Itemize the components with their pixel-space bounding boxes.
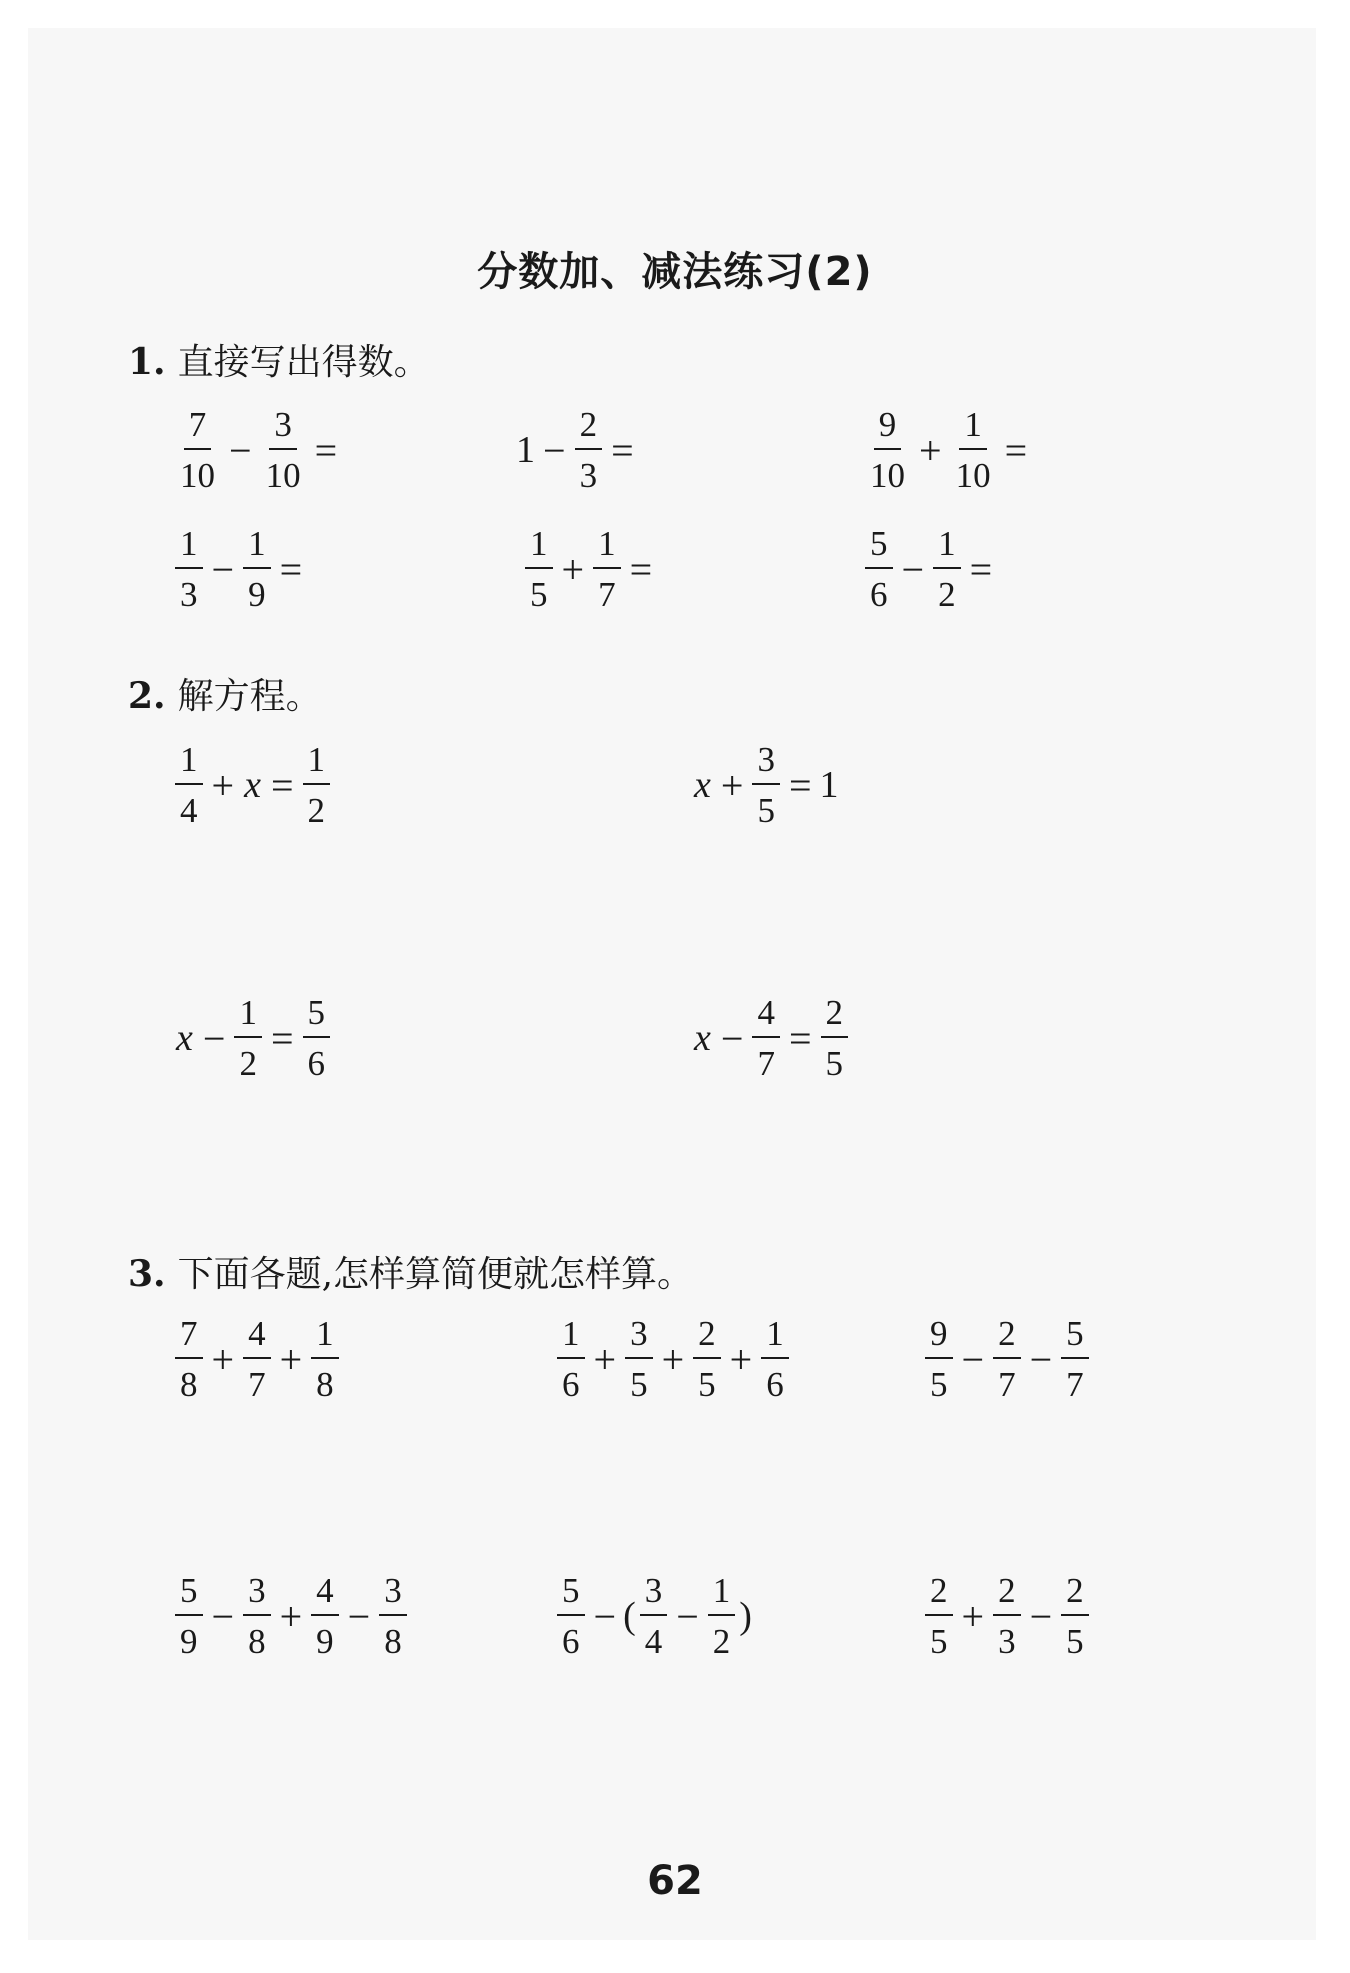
- numerator: 3: [752, 742, 780, 785]
- fraction: [175, 1573, 203, 1659]
- fraction: [175, 742, 203, 828]
- numerator: 1: [761, 1316, 789, 1359]
- section-number: 2.: [128, 675, 166, 717]
- denominator: 5: [630, 1365, 648, 1404]
- denominator: 3: [579, 456, 598, 495]
- fraction: [993, 1573, 1021, 1659]
- operator: =: [314, 427, 338, 473]
- denominator: 8: [248, 1622, 266, 1661]
- numerator: 5: [557, 1573, 585, 1616]
- numerator: 3: [243, 1573, 271, 1616]
- variable: x: [694, 1017, 711, 1059]
- numerator: 5: [303, 995, 331, 1038]
- numerator: 4: [311, 1573, 339, 1616]
- fraction: [525, 526, 553, 612]
- numerator: 1: [933, 526, 961, 569]
- numerator: 5: [175, 1573, 203, 1616]
- q1-expression: [862, 524, 998, 614]
- denominator: 9: [180, 1622, 198, 1661]
- q3-expression: [554, 1314, 792, 1404]
- fraction: [925, 1573, 953, 1659]
- fraction: [693, 1316, 721, 1402]
- fraction: [311, 1316, 339, 1402]
- fraction: [752, 995, 780, 1081]
- fraction: [175, 1316, 203, 1402]
- numerator: 9: [874, 407, 902, 450]
- variable: x: [176, 1017, 193, 1059]
- fraction: [708, 1573, 736, 1659]
- q2-equation: [690, 740, 841, 830]
- denominator: 2: [712, 1622, 731, 1661]
- numerator: 1: [303, 742, 331, 785]
- numerator: 5: [1061, 1316, 1089, 1359]
- denominator: 8: [316, 1365, 334, 1404]
- q1-expression: [862, 405, 1033, 495]
- section-number: 3.: [128, 1253, 166, 1295]
- numerator: 4: [243, 1316, 271, 1359]
- operator: −: [347, 1593, 371, 1639]
- variable: x: [694, 764, 711, 806]
- fraction: [1061, 1316, 1089, 1402]
- numerator: 7: [175, 1316, 203, 1359]
- fraction: [752, 742, 780, 828]
- q1-expression: [172, 405, 343, 495]
- operator: +: [211, 1336, 235, 1382]
- number: 1: [819, 764, 839, 806]
- section-text: 直接写出得数。: [177, 342, 430, 383]
- operator: =: [969, 546, 993, 592]
- fraction: [1061, 1573, 1089, 1659]
- denominator: 7: [1066, 1365, 1084, 1404]
- fraction: [234, 995, 262, 1081]
- numerator: 1: [311, 1316, 339, 1359]
- parenthesis: ): [739, 1595, 752, 1637]
- fraction: [175, 526, 203, 612]
- denominator: 7: [248, 1365, 266, 1404]
- q3-expression: [554, 1571, 753, 1661]
- denominator: 8: [384, 1622, 402, 1661]
- operator: −: [202, 1015, 226, 1061]
- q2-equation: [172, 993, 333, 1083]
- denominator: 2: [239, 1044, 257, 1083]
- numerator: 5: [865, 526, 893, 569]
- operator: +: [279, 1593, 303, 1639]
- operator: −: [720, 1015, 744, 1061]
- numerator: 1: [525, 526, 553, 569]
- numerator: 1: [593, 526, 621, 569]
- operator: +: [661, 1336, 685, 1382]
- operator: −: [901, 546, 925, 592]
- operator: +: [961, 1593, 985, 1639]
- fraction: [925, 1316, 953, 1402]
- denominator: 4: [644, 1622, 663, 1661]
- fraction: [311, 1573, 339, 1659]
- fraction: [993, 1316, 1021, 1402]
- numerator: 1: [234, 995, 262, 1038]
- denominator: 2: [938, 575, 956, 614]
- operator: −: [961, 1336, 985, 1382]
- denominator: 5: [1066, 1622, 1084, 1661]
- numerator: 1: [708, 1573, 736, 1616]
- fraction: [557, 1573, 585, 1659]
- denominator: 8: [180, 1365, 198, 1404]
- denominator: 10: [265, 456, 301, 495]
- numerator: 1: [175, 742, 203, 785]
- denominator: 5: [530, 575, 548, 614]
- fraction: [933, 526, 961, 612]
- operator: =: [270, 1015, 294, 1061]
- denominator: 3: [998, 1622, 1016, 1661]
- operator: =: [788, 762, 812, 808]
- operator: =: [629, 546, 653, 592]
- numerator: 3: [625, 1316, 653, 1359]
- parenthesis: (: [623, 1595, 636, 1637]
- q1-expression: [522, 524, 658, 614]
- operator: −: [1029, 1336, 1053, 1382]
- numerator: 9: [925, 1316, 953, 1359]
- numerator: 7: [184, 407, 212, 450]
- denominator: 5: [930, 1365, 948, 1404]
- numerator: 2: [693, 1316, 721, 1359]
- fraction: [243, 1316, 271, 1402]
- operator: +: [211, 762, 235, 808]
- numerator: 3: [269, 407, 297, 450]
- denominator: 6: [562, 1365, 580, 1404]
- q3-expression: [922, 1314, 1092, 1404]
- denominator: 10: [870, 456, 905, 495]
- operator: −: [1029, 1593, 1053, 1639]
- denominator: 10: [955, 456, 991, 495]
- denominator: 5: [825, 1044, 843, 1083]
- numerator: 4: [752, 995, 780, 1038]
- denominator: 9: [316, 1622, 334, 1661]
- operator: =: [270, 762, 294, 808]
- numerator: 2: [575, 407, 603, 450]
- numerator: 2: [993, 1316, 1021, 1359]
- operator: =: [1004, 427, 1028, 473]
- numerator: 1: [175, 526, 203, 569]
- operator: −: [543, 427, 566, 473]
- section-text: 下面各题,怎样算简便就怎样算。: [177, 1254, 694, 1295]
- fraction: [865, 526, 893, 612]
- denominator: 3: [180, 575, 198, 614]
- numerator: 2: [925, 1573, 953, 1616]
- section-1-heading: [128, 334, 430, 385]
- fraction: [865, 407, 910, 493]
- fraction: [640, 1573, 668, 1659]
- operator: +: [279, 1336, 303, 1382]
- page-title: 分数加、减法练习(2): [477, 249, 873, 295]
- numerator: 2: [1061, 1573, 1089, 1616]
- denominator: 10: [180, 456, 215, 495]
- fraction: [951, 407, 996, 493]
- numerator: 1: [243, 526, 271, 569]
- operator: =: [788, 1015, 812, 1061]
- denominator: 6: [870, 575, 888, 614]
- operator: +: [720, 762, 744, 808]
- denominator: 9: [248, 575, 266, 614]
- operator: −: [229, 427, 252, 473]
- q3-expression: [172, 1314, 342, 1404]
- variable: x: [244, 764, 261, 806]
- denominator: 5: [757, 791, 775, 830]
- fraction: [761, 1316, 789, 1402]
- numerator: 3: [379, 1573, 407, 1616]
- section-text: 解方程。: [177, 676, 322, 717]
- operator: =: [279, 546, 303, 592]
- denominator: 7: [757, 1044, 775, 1083]
- fraction: [575, 407, 603, 493]
- numerator: 1: [959, 407, 987, 450]
- denominator: 2: [307, 791, 325, 830]
- numerator: 3: [640, 1573, 668, 1616]
- fraction: [243, 526, 271, 612]
- fraction: [175, 407, 220, 493]
- q1-expression: [514, 405, 640, 495]
- operator: =: [611, 427, 634, 473]
- page-number: 62: [647, 1858, 703, 1904]
- section-3-heading: [128, 1246, 693, 1297]
- q3-expression: [172, 1571, 410, 1661]
- denominator: 4: [180, 791, 198, 830]
- operator: +: [729, 1336, 753, 1382]
- operator: −: [593, 1593, 617, 1639]
- fraction: [625, 1316, 653, 1402]
- q3-expression: [922, 1571, 1092, 1661]
- fraction: [243, 1573, 271, 1659]
- section-number: 1.: [128, 341, 166, 383]
- operator: −: [211, 546, 235, 592]
- numerator: 2: [821, 995, 849, 1038]
- denominator: 5: [698, 1365, 716, 1404]
- fraction: [303, 742, 331, 828]
- fraction: [379, 1573, 407, 1659]
- fraction: [821, 995, 849, 1081]
- numerator: 1: [557, 1316, 585, 1359]
- denominator: 6: [766, 1365, 784, 1404]
- denominator: 7: [598, 575, 616, 614]
- q1-expression: [172, 524, 308, 614]
- denominator: 7: [998, 1365, 1016, 1404]
- operator: +: [593, 1336, 617, 1382]
- fraction: [593, 526, 621, 612]
- q2-equation: [172, 740, 333, 830]
- operator: +: [561, 546, 585, 592]
- fraction: [557, 1316, 585, 1402]
- operator: −: [676, 1593, 699, 1639]
- fraction: [261, 407, 306, 493]
- fraction: [303, 995, 331, 1081]
- operator: +: [919, 427, 942, 473]
- number: 1: [516, 429, 535, 471]
- q2-equation: [690, 993, 851, 1083]
- section-2-heading: [128, 668, 322, 719]
- numerator: 2: [993, 1573, 1021, 1616]
- denominator: 5: [930, 1622, 948, 1661]
- denominator: 6: [307, 1044, 325, 1083]
- operator: −: [211, 1593, 235, 1639]
- denominator: 6: [562, 1622, 580, 1661]
